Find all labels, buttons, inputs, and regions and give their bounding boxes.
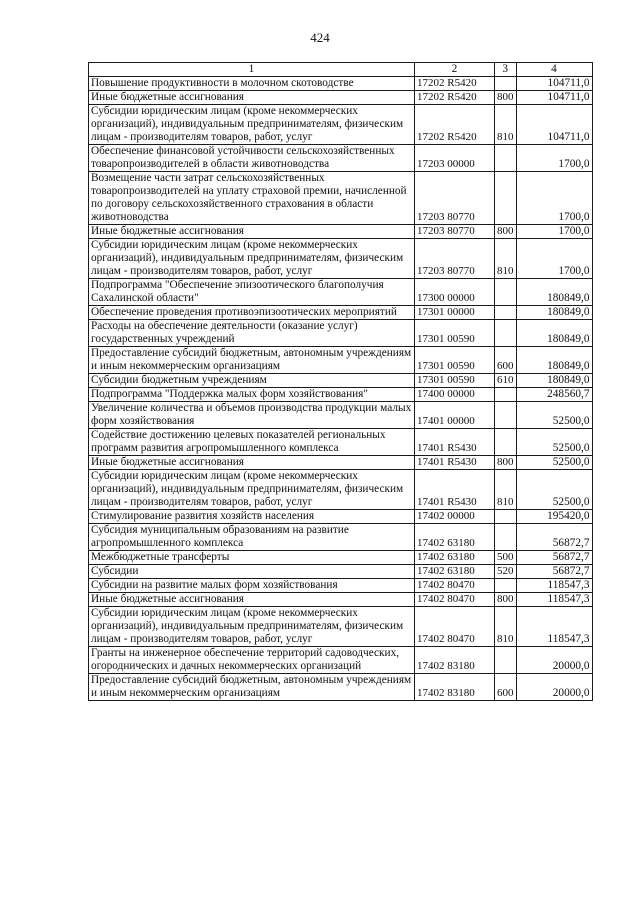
- row-code: 17203 80770: [415, 225, 495, 239]
- row-code: 17402 83180: [415, 647, 495, 674]
- row-code: 17401 00000: [415, 402, 495, 429]
- row-name: Содействие достижению целевых показателей региональных программ развития агропромышленного комплекса: [89, 429, 415, 456]
- row-expense-type: [495, 320, 517, 347]
- row-code: 17402 63180: [415, 551, 495, 565]
- row-expense-type: 520: [495, 565, 517, 579]
- table-row: [89, 388, 593, 402]
- row-expense-type: [495, 524, 517, 551]
- table-row: [89, 279, 593, 306]
- table-row: [89, 510, 593, 524]
- row-code: 17402 63180: [415, 565, 495, 579]
- table-row: [89, 374, 593, 388]
- row-code: 17402 80470: [415, 607, 495, 647]
- row-amount: 52500,0: [516, 470, 592, 510]
- row-amount: 118547,3: [516, 607, 592, 647]
- row-amount: 56872,7: [516, 551, 592, 565]
- table-row: [89, 565, 593, 579]
- row-name: Обеспечение проведения противоэпизоотических мероприятий: [89, 306, 415, 320]
- table-row: [89, 145, 593, 172]
- table-row: [89, 579, 593, 593]
- row-expense-type: 810: [495, 105, 517, 145]
- row-expense-type: 810: [495, 607, 517, 647]
- row-amount: 52500,0: [516, 456, 592, 470]
- row-expense-type: 800: [495, 456, 517, 470]
- row-expense-type: [495, 145, 517, 172]
- row-expense-type: [495, 388, 517, 402]
- table-row: [89, 524, 593, 551]
- row-name: Подпрограмма "Обеспечение эпизоотического благополучия Сахалинской области": [89, 279, 415, 306]
- table-row: [89, 551, 593, 565]
- row-expense-type: 600: [495, 674, 517, 701]
- row-name: Субсидии бюджетным учреждениям: [89, 374, 415, 388]
- budget-table: [88, 62, 593, 701]
- row-code: 17400 00000: [415, 388, 495, 402]
- table-row: [89, 320, 593, 347]
- table-row: [89, 607, 593, 647]
- row-code: 17301 00590: [415, 347, 495, 374]
- row-name: Иные бюджетные ассигнования: [89, 593, 415, 607]
- header-col-3: 3: [495, 63, 517, 77]
- row-code: 17402 80470: [415, 593, 495, 607]
- row-amount: 195420,0: [516, 510, 592, 524]
- row-name: Предоставление субсидий бюджетным, автономным учреждениям и иным некоммерческим организациям: [89, 674, 415, 701]
- row-code: 17202 R5420: [415, 105, 495, 145]
- row-amount: 180849,0: [516, 320, 592, 347]
- row-amount: 180849,0: [516, 374, 592, 388]
- row-name: Субсидии на развитие малых форм хозяйствования: [89, 579, 415, 593]
- row-name: Иные бюджетные ассигнования: [89, 225, 415, 239]
- row-name: Гранты на инженерное обеспечение территорий садоводческих, огороднических и дачных некоммерческих организаций: [89, 647, 415, 674]
- table-row: [89, 456, 593, 470]
- header-col-4: 4: [516, 63, 592, 77]
- row-expense-type: 500: [495, 551, 517, 565]
- row-code: 17202 R5420: [415, 91, 495, 105]
- table-row: [89, 402, 593, 429]
- row-code: 17203 80770: [415, 172, 495, 225]
- row-amount: 1700,0: [516, 172, 592, 225]
- table-body: [89, 77, 593, 701]
- table-row: [89, 674, 593, 701]
- row-name: Предоставление субсидий бюджетным, автономным учреждениям и иным некоммерческим организациям: [89, 347, 415, 374]
- row-amount: 180849,0: [516, 347, 592, 374]
- row-name: Межбюджетные трансферты: [89, 551, 415, 565]
- row-name: Повышение продуктивности в молочном скотоводстве: [89, 77, 415, 91]
- row-expense-type: 600: [495, 347, 517, 374]
- header-col-2: 2: [415, 63, 495, 77]
- header-col-1: 1: [89, 63, 415, 77]
- row-name: Иные бюджетные ассигнования: [89, 91, 415, 105]
- table-row: [89, 647, 593, 674]
- row-code: 17402 83180: [415, 674, 495, 701]
- table-row: [89, 105, 593, 145]
- row-name: Стимулирование развития хозяйств населения: [89, 510, 415, 524]
- row-amount: 1700,0: [516, 145, 592, 172]
- row-name: Подпрограмма "Поддержка малых форм хозяйствования": [89, 388, 415, 402]
- table-row: [89, 470, 593, 510]
- row-name: Обеспечение финансовой устойчивости сельскохозяйственных товаропроизводителей в области животноводства: [89, 145, 415, 172]
- row-expense-type: 800: [495, 225, 517, 239]
- table-row: [89, 172, 593, 225]
- row-name: Субсидии юридическим лицам (кроме некоммерческих организаций), индивидуальным предпринимателям, физическим лицам - производителям товаров, работ, услуг: [89, 105, 415, 145]
- row-amount: 56872,7: [516, 524, 592, 551]
- row-amount: 20000,0: [516, 674, 592, 701]
- page-number: 424: [310, 30, 330, 45]
- row-amount: 248560,7: [516, 388, 592, 402]
- row-expense-type: [495, 429, 517, 456]
- table-row: [89, 91, 593, 105]
- row-amount: 104711,0: [516, 105, 592, 145]
- row-name: Иные бюджетные ассигнования: [89, 456, 415, 470]
- row-expense-type: [495, 647, 517, 674]
- row-code: 17203 00000: [415, 145, 495, 172]
- table-row: [89, 593, 593, 607]
- table-header-row: [89, 63, 593, 77]
- table-row: [89, 429, 593, 456]
- table-row: [89, 239, 593, 279]
- row-expense-type: 610: [495, 374, 517, 388]
- row-expense-type: 800: [495, 91, 517, 105]
- row-code: 17301 00590: [415, 320, 495, 347]
- row-name: Возмещение части затрат сельскохозяйственных товаропроизводителей на уплату страховой премии, начисленной по договору сельскохозяйственного страхования в области животноводства: [89, 172, 415, 225]
- row-expense-type: 800: [495, 593, 517, 607]
- row-expense-type: 810: [495, 470, 517, 510]
- row-amount: 180849,0: [516, 279, 592, 306]
- row-name: Расходы на обеспечение деятельности (оказание услуг) государственных учреждений: [89, 320, 415, 347]
- row-code: 17401 R5430: [415, 456, 495, 470]
- row-amount: 52500,0: [516, 429, 592, 456]
- row-code: 17301 00590: [415, 374, 495, 388]
- row-name: Субсидия муниципальным образованиям на развитие агропромышленного комплекса: [89, 524, 415, 551]
- row-amount: 20000,0: [516, 647, 592, 674]
- row-amount: 1700,0: [516, 239, 592, 279]
- row-amount: 56872,7: [516, 565, 592, 579]
- row-name: Субсидии юридическим лицам (кроме некоммерческих организаций), индивидуальным предпринимателям, физическим лицам - производителям товаров, работ, услуг: [89, 470, 415, 510]
- row-code: 17202 R5420: [415, 77, 495, 91]
- row-code: 17401 R5430: [415, 429, 495, 456]
- row-amount: 1700,0: [516, 225, 592, 239]
- row-amount: 180849,0: [516, 306, 592, 320]
- row-amount: 118547,3: [516, 579, 592, 593]
- row-code: 17402 63180: [415, 524, 495, 551]
- row-amount: 104711,0: [516, 91, 592, 105]
- row-code: 17203 80770: [415, 239, 495, 279]
- row-expense-type: 810: [495, 239, 517, 279]
- row-name: Субсидии юридическим лицам (кроме некоммерческих организаций), индивидуальным предпринимателям, физическим лицам - производителям товаров, работ, услуг: [89, 607, 415, 647]
- row-expense-type: [495, 579, 517, 593]
- row-code: 17402 80470: [415, 579, 495, 593]
- table-row: [89, 225, 593, 239]
- table-row: [89, 77, 593, 91]
- row-expense-type: [495, 306, 517, 320]
- row-amount: 118547,3: [516, 593, 592, 607]
- row-code: 17301 00000: [415, 306, 495, 320]
- table-row: [89, 347, 593, 374]
- row-code: 17402 00000: [415, 510, 495, 524]
- row-amount: 52500,0: [516, 402, 592, 429]
- row-code: 17401 R5430: [415, 470, 495, 510]
- row-expense-type: [495, 172, 517, 225]
- row-name: Увеличение количества и объемов производства продукции малых форм хозяйствования: [89, 402, 415, 429]
- table-row: [89, 306, 593, 320]
- row-expense-type: [495, 279, 517, 306]
- row-name: Субсидии: [89, 565, 415, 579]
- row-expense-type: [495, 402, 517, 429]
- row-name: Субсидии юридическим лицам (кроме некоммерческих организаций), индивидуальным предпринимателям, физическим лицам - производителям товаров, работ, услуг: [89, 239, 415, 279]
- row-amount: 104711,0: [516, 77, 592, 91]
- row-expense-type: [495, 77, 517, 91]
- row-code: 17300 00000: [415, 279, 495, 306]
- row-expense-type: [495, 510, 517, 524]
